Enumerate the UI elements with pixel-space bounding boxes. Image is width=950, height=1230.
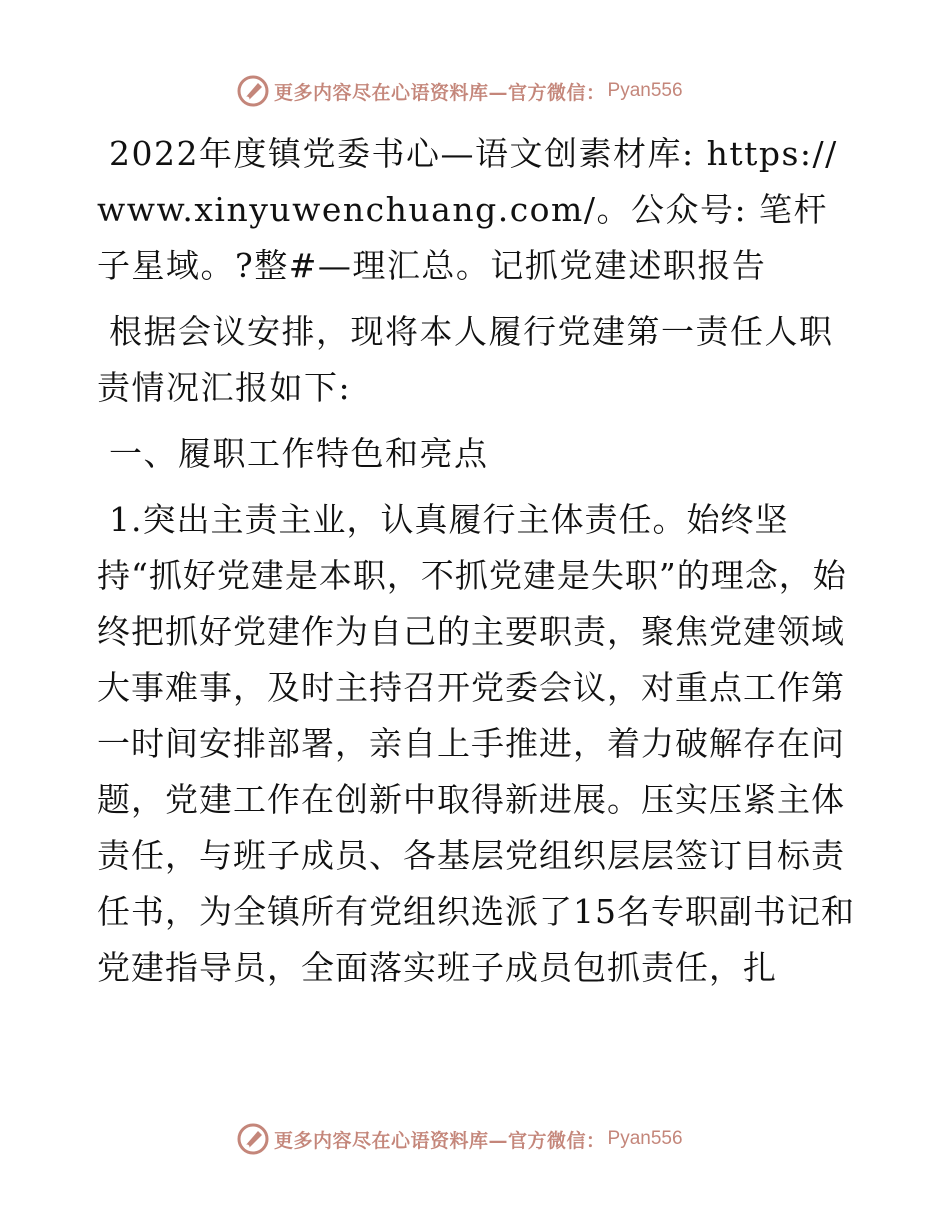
watermark-account: Pyan556	[607, 1128, 683, 1149]
pen-nib-logo-icon	[236, 74, 270, 108]
watermark-banner-top	[236, 74, 683, 108]
watermark-text: 更多内容尽在心语资料库—官方微信：	[274, 1129, 606, 1152]
watermark-text: 更多内容尽在心语资料库—官方微信：	[274, 81, 606, 104]
document-body	[97, 126, 857, 1006]
watermark-banner-bottom	[236, 1122, 683, 1156]
pen-nib-logo-icon	[236, 1122, 270, 1156]
section-heading: 一、履职工作特色和亮点	[109, 434, 489, 473]
watermark-account: Pyan556	[607, 80, 683, 101]
paragraph-intro: 根据会议安排，现将本人履行党建第一责任人职责情况汇报如下:	[97, 312, 834, 407]
paragraph-item-1: 1.突出主责主业，认真履行主体责任。始终坚持“抓好党建是本职，不抓党建是失职”的理念，始终把抓好党建作为自己的主要职责，聚焦党建领域大事难事，及时主持召开党委会议，对重点工作第一时间安排部署，亲自上手推进，着力破解存在问题，党建工作在创新中取得新进展。压实压紧主体责任，与班子成员、各基层党组织层层签订目标责任书，为全镇所有党组织选派了15名专职副书记和党建指导员，全面落实班子成员包抓责任，扎	[97, 500, 855, 987]
paragraph-title: 2022年度镇党委书心—语文创素材库: https://www.xinyuwenchuang.com/。公众号: 笔杆子星域。?整#—理汇总。记抓党建述职报告	[97, 134, 838, 285]
